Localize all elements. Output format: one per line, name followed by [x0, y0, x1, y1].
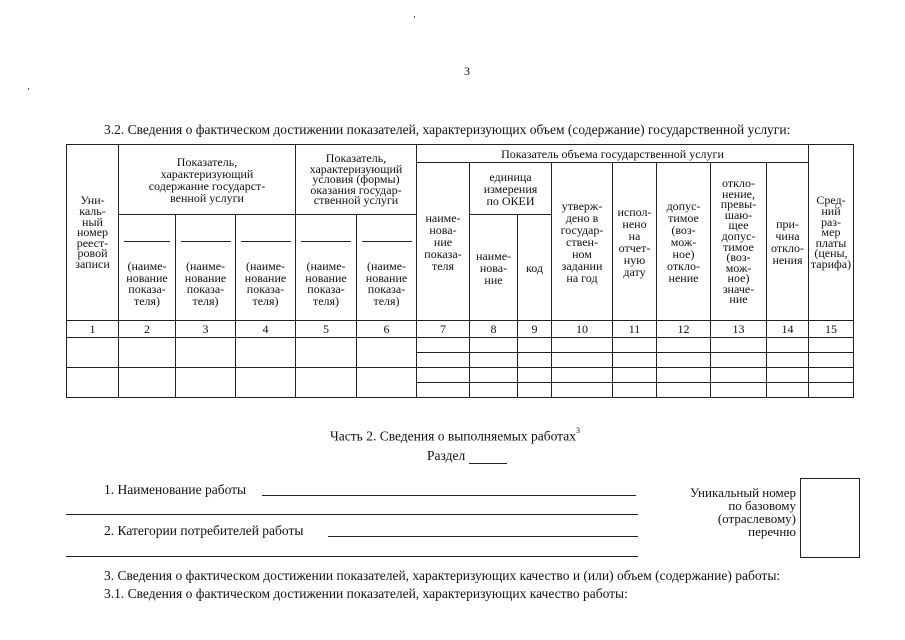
column-number: 3: [176, 321, 236, 338]
header-text: (наиме- нование показа- теля): [244, 259, 287, 308]
empty-cell: [176, 338, 236, 368]
header-volume-indicator-group: [417, 145, 809, 163]
empty-cell: [119, 368, 176, 398]
header-text: Уни- каль- ный номер реест- ровой записи: [75, 193, 110, 271]
header-unit-code: [518, 215, 552, 321]
header-text: (наиме- нование показа- теля): [365, 259, 408, 308]
empty-cell: [470, 338, 518, 353]
column-number: 7: [417, 321, 470, 338]
column-number: 12: [657, 321, 711, 338]
empty-cell: [613, 338, 657, 353]
empty-cell: [613, 353, 657, 368]
empty-cell: [518, 368, 552, 383]
footnote-mark: 3: [575, 426, 580, 435]
empty-cell: [236, 368, 296, 398]
empty-cell: [711, 338, 767, 353]
part2-title-text: Часть 2. Сведения о выполняемых работах: [330, 428, 576, 444]
indicator-name-subheader: [119, 249, 176, 321]
blank-line: [124, 241, 170, 242]
empty-cell: [296, 338, 357, 368]
header-content-indicator-group: [119, 145, 296, 215]
empty-cell: [809, 368, 854, 383]
column-number: 6: [357, 321, 417, 338]
header-text: (наиме- нование показа- теля): [184, 259, 227, 308]
empty-cell: [711, 353, 767, 368]
header-text: откло- нение, превы- шаю- щее допус- тимое (воз- мож- ное) значе- ние: [720, 175, 757, 307]
column-number: 2: [119, 321, 176, 338]
section-title: 3.2. Сведения о фактическом достижении показателей, характеризующих объем (содержание) государственной услуги:: [104, 122, 791, 137]
empty-cell: [657, 353, 711, 368]
empty-cell: [711, 368, 767, 383]
consumer-categories-line: [328, 536, 638, 537]
page-number: 3: [464, 64, 470, 78]
scan-speck: [28, 88, 29, 90]
indicator-name-subheader: [236, 249, 296, 321]
consumer-categories-label: 2. Категории потребителей работы: [104, 523, 304, 538]
unique-number-label: [668, 486, 796, 538]
header-text: Показатель, характеризующий содержание государст- венной услуги: [148, 154, 266, 205]
empty-cell: [809, 353, 854, 368]
empty-cell: [518, 383, 552, 398]
header-text: утверж- дено в государ- ствен- ном задании на год: [560, 198, 604, 285]
part2-title: [330, 428, 580, 445]
empty-cell: [470, 353, 518, 368]
indicator-name-subheader: [176, 249, 236, 321]
indicator-name-subheader: [357, 249, 417, 321]
empty-cell: [767, 338, 809, 353]
header-text: (наиме- нование показа- теля): [126, 259, 168, 308]
empty-cell: [613, 383, 657, 398]
header-unique-registry-number: [67, 145, 119, 321]
empty-cell: [518, 353, 552, 368]
header-allowed-deviation: [657, 163, 711, 321]
column-number: 13: [711, 321, 767, 338]
header-conditions-indicator-group: [296, 145, 417, 215]
section-number-blank: [469, 451, 507, 464]
empty-cell: [767, 368, 809, 383]
empty-cell: [176, 368, 236, 398]
column-number: 11: [613, 321, 657, 338]
blank-indicator-cell: [176, 215, 236, 249]
work-name-line-2: [66, 514, 638, 515]
empty-cell: [657, 383, 711, 398]
column-number: 4: [236, 321, 296, 338]
indicator-name-subheader: [296, 249, 357, 321]
empty-cell: [417, 383, 470, 398]
scan-speck: [414, 16, 415, 18]
empty-cell: [470, 368, 518, 383]
header-text: единица измерения по ОКЕИ: [483, 169, 538, 208]
header-text: при- чина откло- нения: [771, 216, 804, 267]
item-3-1-text: 3.1. Сведения о фактическом достижении показателей, характеризующих качество работы:: [104, 586, 628, 601]
header-text: Показатель, характеризующий условия (формы) оказания государ- ственной услуги: [309, 151, 403, 208]
empty-cell: [552, 353, 613, 368]
header-exceeding-deviation: [711, 163, 767, 321]
header-text: код: [526, 260, 543, 275]
empty-cell: [518, 338, 552, 353]
empty-cell: [711, 383, 767, 398]
column-number: 5: [296, 321, 357, 338]
empty-cell: [657, 368, 711, 383]
blank-indicator-cell: [119, 215, 176, 249]
section-label: [427, 448, 507, 464]
empty-cell: [417, 353, 470, 368]
empty-cell: [657, 338, 711, 353]
header-actual: [613, 163, 657, 321]
blank-line: [241, 241, 291, 242]
header-unit-name: [470, 215, 518, 321]
empty-cell: [470, 383, 518, 398]
empty-cell: [417, 338, 470, 353]
empty-cell: [809, 383, 854, 398]
empty-cell: [417, 368, 470, 383]
empty-cell: [613, 368, 657, 383]
empty-cell: [767, 353, 809, 368]
empty-cell: [357, 338, 417, 368]
header-indicator-name: [417, 163, 470, 321]
blank-line: [301, 241, 351, 242]
work-name-label: 1. Наименование работы: [104, 482, 247, 497]
empty-cell: [296, 368, 357, 398]
section-label-text: Раздел: [427, 448, 466, 463]
header-text: допус- тимое (воз- мож- ное) откло- нение: [666, 198, 701, 285]
empty-cell: [67, 338, 119, 368]
item-3-text: 3. Сведения о фактическом достижении показателей, характеризующих качество и (или) объем (содержание) работы:: [104, 568, 781, 583]
header-average-price: [809, 145, 854, 321]
header-text: Показатель объема государственной услуги: [501, 146, 724, 161]
column-number: 8: [470, 321, 518, 338]
blank-indicator-cell: [296, 215, 357, 249]
volume-indicators-table: [66, 144, 854, 398]
unique-number-box: [800, 478, 860, 558]
header-approved: [552, 163, 613, 321]
empty-cell: [552, 368, 613, 383]
header-unit-okei: [470, 163, 552, 215]
empty-cell: [767, 383, 809, 398]
blank-indicator-cell: [236, 215, 296, 249]
empty-cell: [552, 338, 613, 353]
header-deviation-reason: [767, 163, 809, 321]
column-number: 14: [767, 321, 809, 338]
empty-cell: [357, 368, 417, 398]
blank-line: [362, 241, 412, 242]
column-number: 1: [67, 321, 119, 338]
column-number: 10: [552, 321, 613, 338]
empty-cell: [236, 338, 296, 368]
empty-cell: [552, 383, 613, 398]
header-text: испол- нено на отчет- ную дату: [617, 204, 652, 279]
consumer-categories-line-2: [66, 556, 638, 557]
work-name-line: [262, 495, 636, 496]
column-number: 9: [518, 321, 552, 338]
header-text: Сред- ний раз- мер платы (цены, тарифа): [810, 193, 852, 271]
blank-indicator-cell: [357, 215, 417, 249]
header-text: наиме- нова- ние: [475, 248, 512, 287]
header-text: наиме- нова- ние показа- теля: [424, 210, 462, 273]
header-text: (наиме- нование показа- теля): [305, 259, 347, 308]
empty-cell: [119, 338, 176, 368]
unique-number-text: Уникальный номер по базовому (отраслевому) перечню: [690, 485, 796, 539]
empty-cell: [67, 368, 119, 398]
empty-cell: [809, 338, 854, 353]
blank-line: [181, 241, 231, 242]
column-number: 15: [809, 321, 854, 338]
